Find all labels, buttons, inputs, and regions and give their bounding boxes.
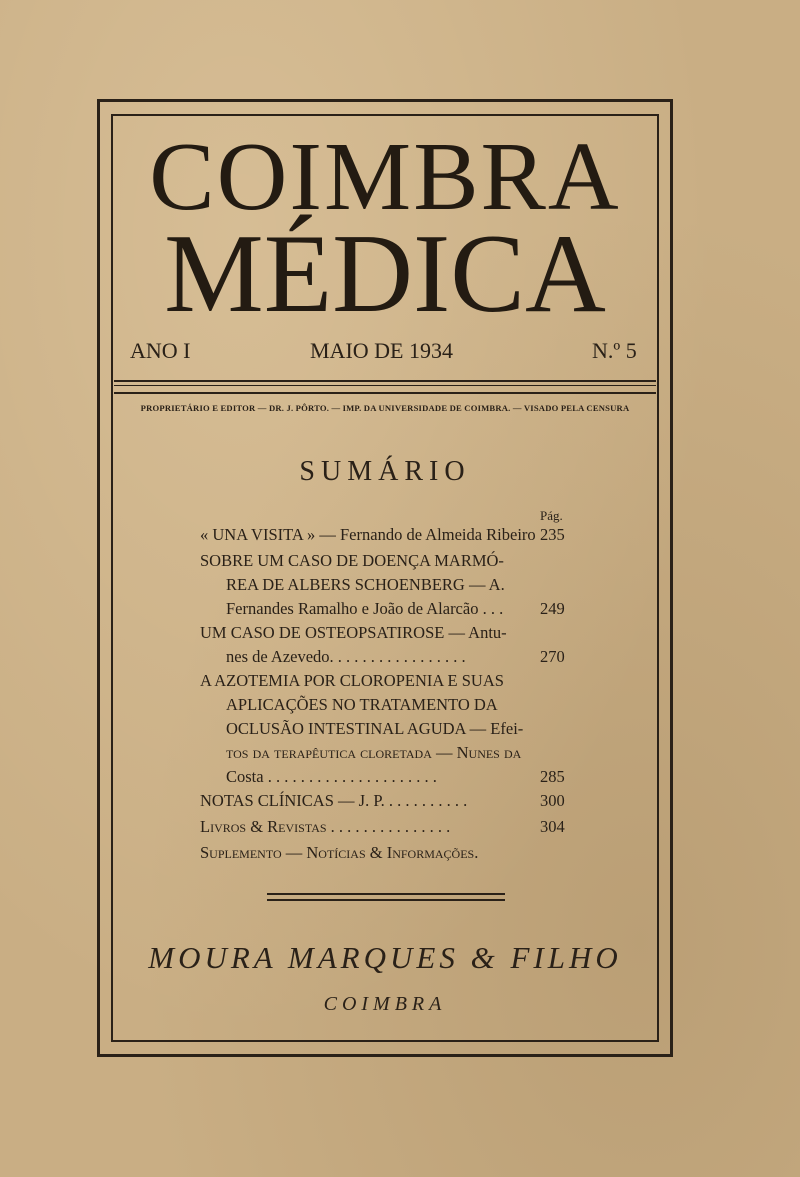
toc-entry-3-line-1: APLICAÇÕES NO TRATAMENTO DA bbox=[226, 695, 498, 714]
toc-entry-3-line-4: Costa . . . . . . . . . . . . . . . . . . . . . bbox=[226, 767, 437, 786]
toc-entry-1-line-0: SOBRE UM CASO DE DOENÇA MARMÓ- bbox=[200, 551, 504, 570]
toc-entry-2-line-0: UM CASO DE OSTEOPSATIROSE — Antu- bbox=[200, 623, 507, 642]
toc-entry-4-line-0: NOTAS CLÍNICAS — J. P. . . . . . . . . . . bbox=[200, 791, 468, 810]
issue-year: ANO I bbox=[130, 338, 191, 363]
issue-number: N.º 5 bbox=[592, 338, 637, 363]
toc-entry-1-page: 249 bbox=[540, 599, 565, 618]
toc-entry-2-page: 270 bbox=[540, 647, 565, 666]
summary-heading: SUMÁRIO bbox=[299, 456, 471, 487]
publisher-name: MOURA MARQUES & FILHO bbox=[148, 940, 622, 975]
footer-rule-bottom bbox=[267, 899, 505, 901]
toc-entry-3-line-2: OCLUSÃO INTESTINAL AGUDA — Efei- bbox=[226, 719, 524, 738]
toc-entry-1-line-1: REA DE ALBERS SCHOENBERG — A. bbox=[226, 575, 505, 594]
publisher-city: COIMBRA bbox=[323, 993, 447, 1015]
page-column-label: Pág. bbox=[540, 508, 563, 523]
toc-entry-5-line-0: Livros & Revistas . . . . . . . . . . . . . . . bbox=[200, 817, 451, 836]
toc-entry-2-line-1: nes de Azevedo. . . . . . . . . . . . . . . . . bbox=[226, 647, 466, 666]
toc-entry-5-page: 304 bbox=[540, 817, 565, 836]
header-rule-mid bbox=[114, 385, 656, 386]
footer-rule-top bbox=[267, 893, 505, 895]
issue-date: MAIO DE 1934 bbox=[310, 338, 453, 363]
imprint-line: PROPRIETÁRIO E EDITOR — DR. J. PÔRTO. — IMP. DA UNIVERSIDADE DE COIMBRA. — VISADO PELA CENSURA bbox=[140, 403, 630, 413]
toc-entry-3-line-0: A AZOTEMIA POR CLOROPENIA E SUAS bbox=[200, 671, 504, 690]
toc-entry-0-page: 235 bbox=[540, 525, 565, 544]
title-medica: MÉDICA bbox=[164, 212, 606, 336]
toc-entry-3-page: 285 bbox=[540, 767, 565, 786]
title-coimbra: COIMBRA bbox=[149, 123, 621, 231]
toc-entry-0-line-0: « UNA VISITA » — Fernando de Almeida Ribeiro bbox=[200, 525, 536, 544]
header-rule-top bbox=[114, 380, 656, 382]
toc-entry-6-line-0: Suplemento — Notícias & Informações. bbox=[200, 843, 479, 862]
toc-entry-1-line-2: Fernandes Ramalho e João de Alarcão . . . bbox=[226, 599, 504, 618]
header-rule-bottom bbox=[114, 392, 656, 394]
toc-entry-3-line-3: tos da terapêutica cloretada — Nunes da bbox=[226, 743, 522, 762]
toc-entry-4-page: 300 bbox=[540, 791, 565, 810]
